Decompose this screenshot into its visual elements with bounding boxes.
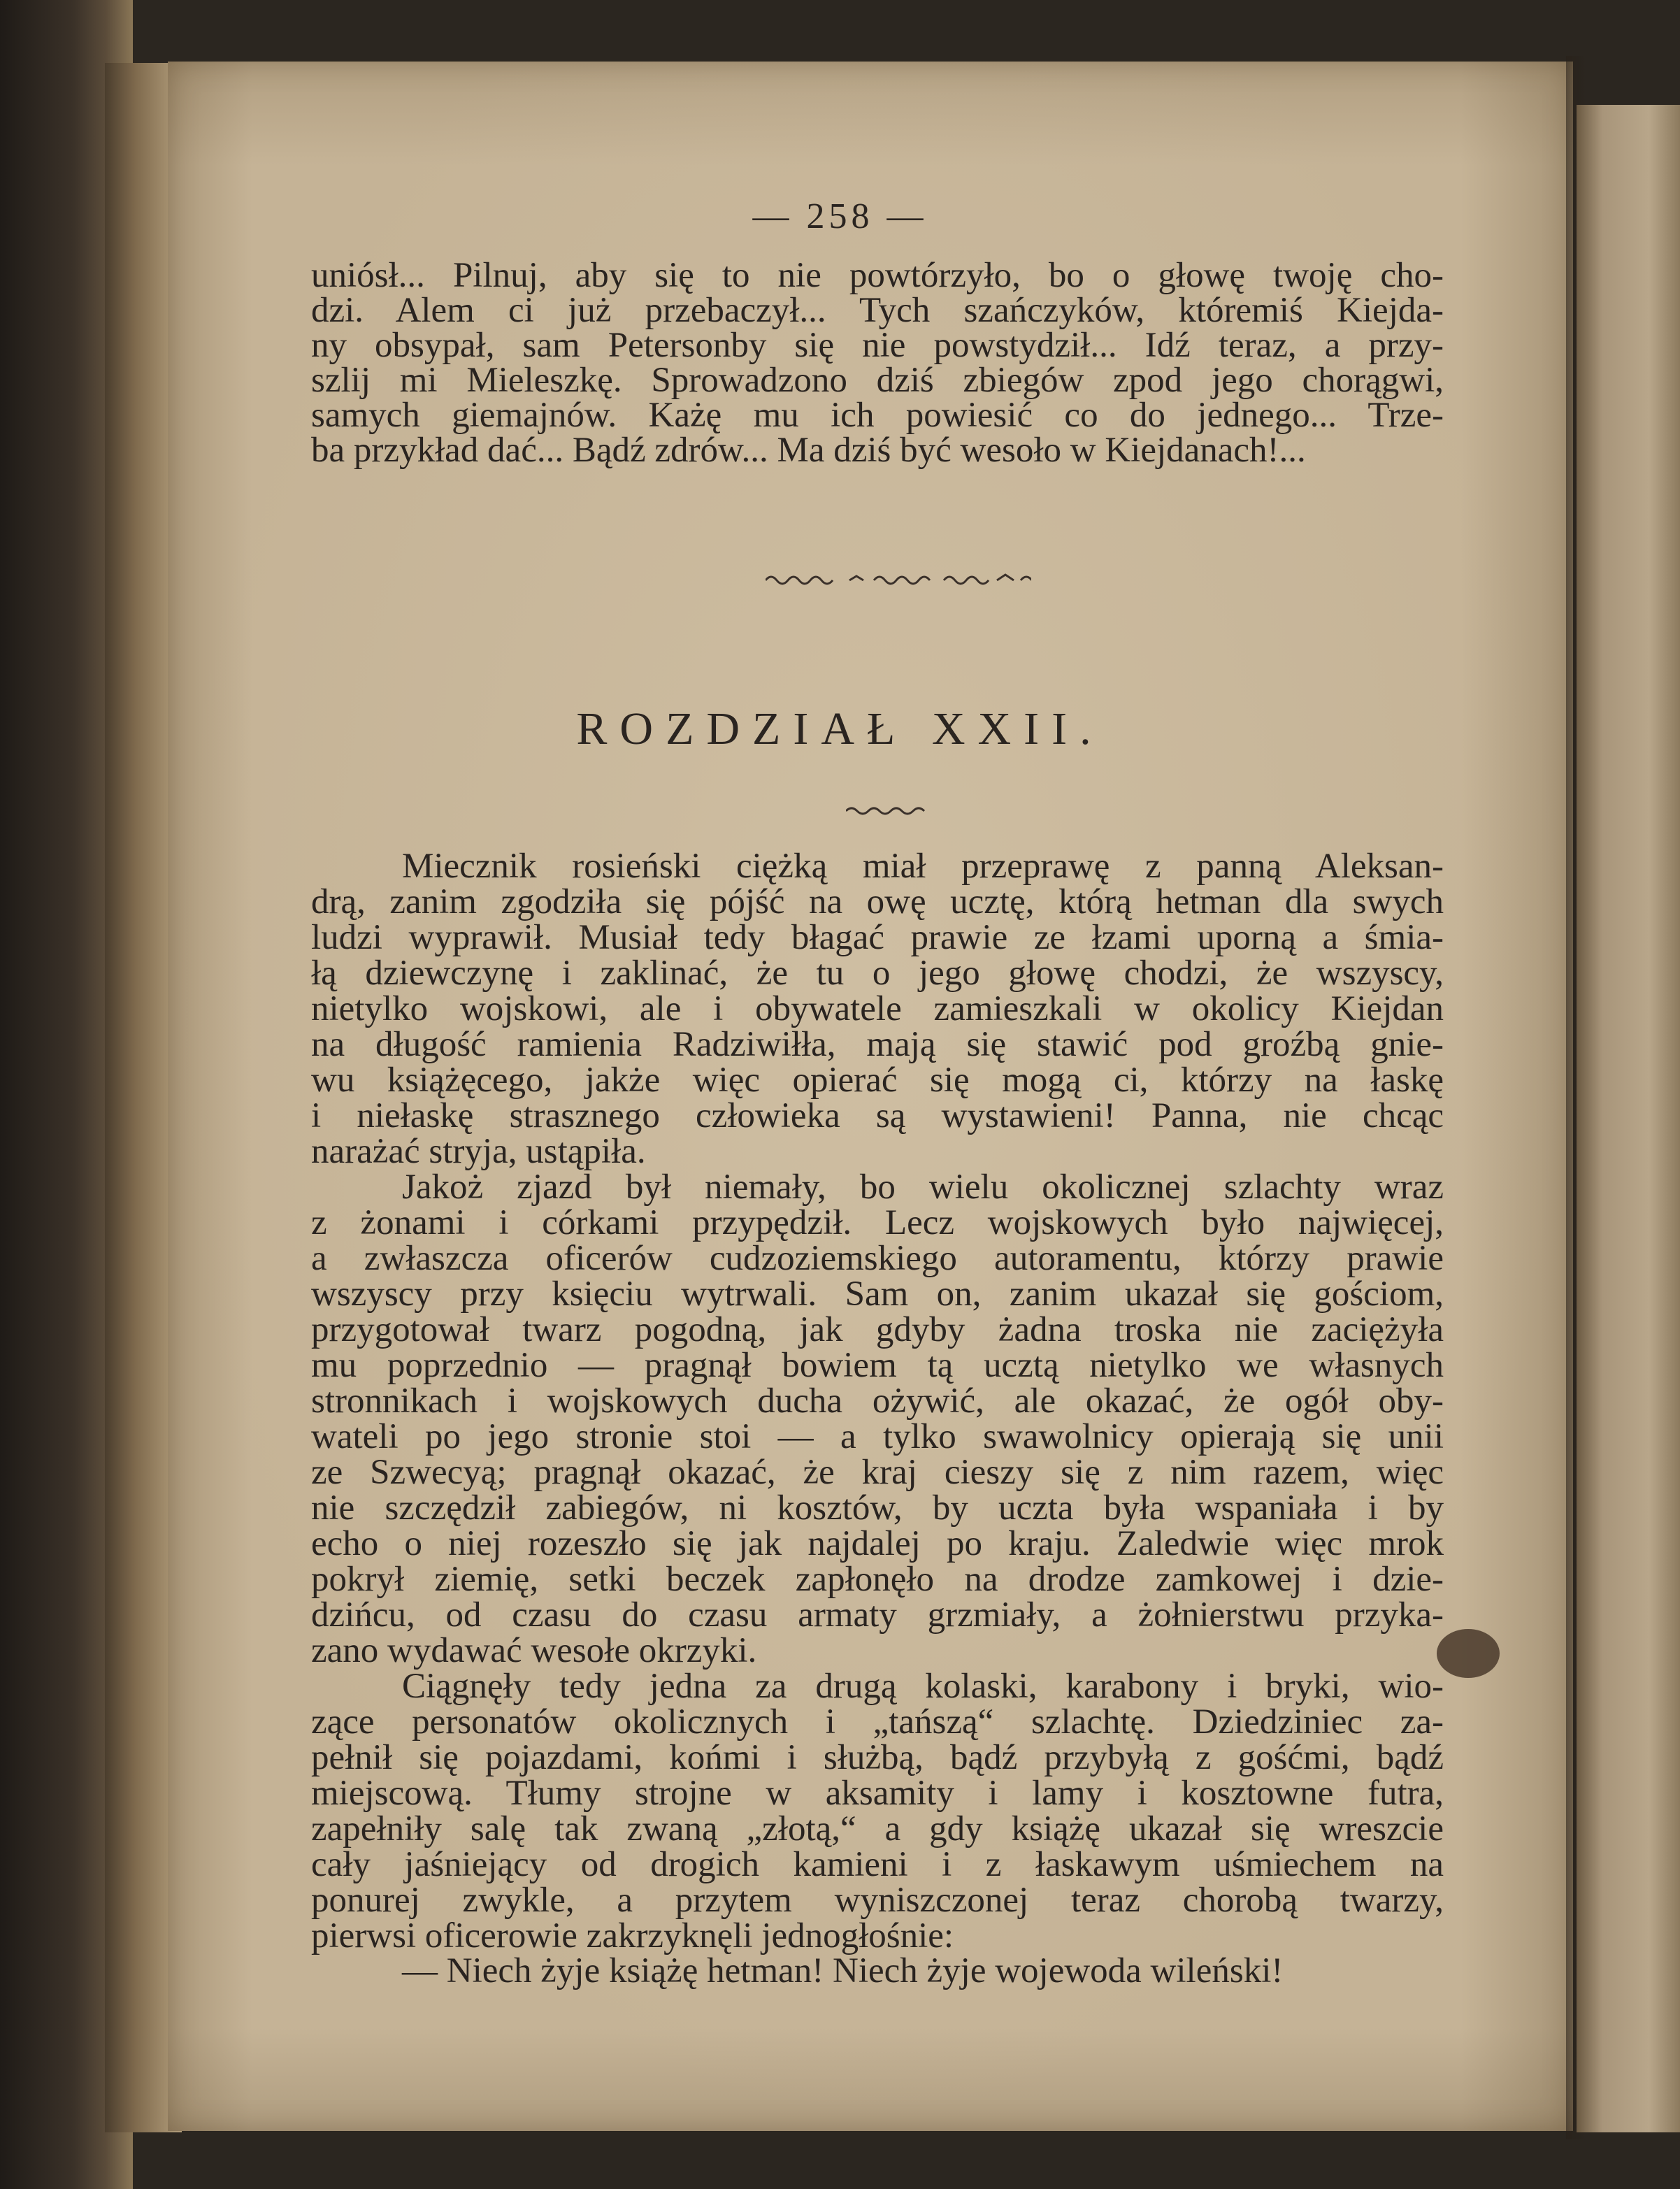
text-line: drą, zanim zgodziła się pójść na owę ucztę, którą hetman dla swych	[311, 882, 1444, 921]
text-line: narażać stryja, ustąpiła.	[311, 1132, 646, 1171]
text-line: pokrył ziemię, setki beczek zapłonęło na drodze zamkowej i dzie-	[311, 1560, 1444, 1599]
text-line: zano wydawać wesołe okrzyki.	[311, 1631, 757, 1670]
section-divider-ornament	[766, 570, 1031, 591]
chapter-ornament	[846, 804, 930, 818]
text-line: mu poprzednio — pragnął bowiem tą ucztą nietylko we własnych	[311, 1346, 1444, 1385]
text-line: miejscową. Tłumy strojne w aksamity i lamy i kosztowne futra,	[311, 1774, 1444, 1813]
text-line: wateli po jego stronie stoi — a tylko swawolnicy opierają się unii	[311, 1417, 1444, 1456]
text-line: samych giemajnów. Każę mu ich powiesić co do jednego... Trze-	[311, 396, 1444, 435]
text-line: ludzi wyprawił. Musiał tedy błagać prawie ze łzami uporną a śmia-	[311, 918, 1444, 957]
text-line: zapełniły salę tak zwaną „złotą,“ a gdy książę ukazał się wreszcie	[311, 1809, 1444, 1849]
text-line: przygotował twarz pogodną, jak gdyby żadna troska nie zaciężyła	[311, 1310, 1444, 1349]
page-stain	[1437, 1629, 1500, 1678]
text-line: zące personatów okolicznych i „tańszą“ szlachtę. Dziedziniec za-	[311, 1702, 1444, 1742]
chapter-title: ROZDZIAŁ XXII.	[576, 703, 1104, 754]
text-line: nie szczędził zabiegów, ni kosztów, by uczta była wspaniała i by	[311, 1488, 1444, 1528]
text-line: dzi. Alem ci już przebaczył... Tych szańczyków, któremiś Kiejda-	[311, 291, 1444, 330]
text-line: ponurej zwykle, a przytem wyniszczonej teraz chorobą twarzy,	[311, 1881, 1444, 1920]
text-line: pełnił się pojazdami, końmi i służbą, bądź przybyłą z gośćmi, bądź	[311, 1738, 1444, 1777]
text-line: ze Szwecyą; pragnął okazać, że kraj cieszy się z nim razem, więc	[311, 1453, 1444, 1492]
text-line: uniósł... Pilnuj, aby się to nie powtórzyło, bo o głowę twoję cho-	[311, 256, 1444, 295]
text-line: łą dziewczynę i zaklinać, że tu o jego głowę chodzi, że wszyscy,	[311, 954, 1444, 993]
text-line: z żonami i córkami przypędził. Lecz wojskowych było najwięcej,	[311, 1203, 1444, 1242]
dialogue-line: — Niech żyje książę hetman! Niech żyje wojewoda wileński!	[402, 1951, 1284, 1990]
text-line: echo o niej rozeszło się jak najdalej po kraju. Zaledwie więc mrok	[311, 1524, 1444, 1563]
next-page-edge	[1577, 105, 1680, 2132]
text-line: cały jaśniejący od drogich kamieni i z łaskawym uśmiechem na	[311, 1845, 1444, 1884]
text-line: ba przykład dać... Bądź zdrów... Ma dziś być wesoło w Kiejdanach!...	[311, 431, 1306, 470]
text-line: dzińcu, od czasu do czasu armaty grzmiały, a żołnierstwu przyka-	[311, 1595, 1444, 1635]
text-line: nietylko wojskowi, ale i obywatele zamieszkali w okolicy Kiejdan	[311, 989, 1444, 1028]
text-line: szlij mi Mieleszkę. Sprowadzono dziś zbiegów zpod jego chorągwi,	[311, 361, 1444, 400]
text-line: wu książęcego, jakże więc opierać się mogą ci, którzy na łaskę	[311, 1061, 1444, 1100]
text-line: stronnikach i wojskowych ducha ożywić, ale okazać, że ogół oby-	[311, 1381, 1444, 1421]
text-line: i niełaskę strasznego człowieka są wystawieni! Panna, nie chcąc	[311, 1096, 1444, 1135]
text-line: pierwsi oficerowie zakrzyknęli jednogłośnie:	[311, 1916, 954, 1955]
text-line: a zwłaszcza oficerów cudzoziemskiego autoramentu, którzy prawie	[311, 1239, 1444, 1278]
page-number: — 258 —	[752, 196, 928, 236]
text-line: wszyscy przy księciu wytrwali. Sam on, zanim ukazał się gościom,	[311, 1275, 1444, 1314]
text-line: na długość ramienia Radziwiłła, mają się stawić pod groźbą gnie-	[311, 1025, 1444, 1064]
text-line: Ciągnęły tedy jedna za drugą kolaski, karabony i bryki, wio-	[402, 1667, 1444, 1706]
text-line: Jakoż zjazd był niemały, bo wielu okolicznej szlachty wraz	[402, 1168, 1444, 1207]
text-line: ny obsypał, sam Petersonby się nie powstydził... Idź teraz, a przy-	[311, 326, 1444, 365]
text-line: Miecznik rosieński ciężką miał przeprawę z panną Aleksan-	[402, 847, 1444, 886]
